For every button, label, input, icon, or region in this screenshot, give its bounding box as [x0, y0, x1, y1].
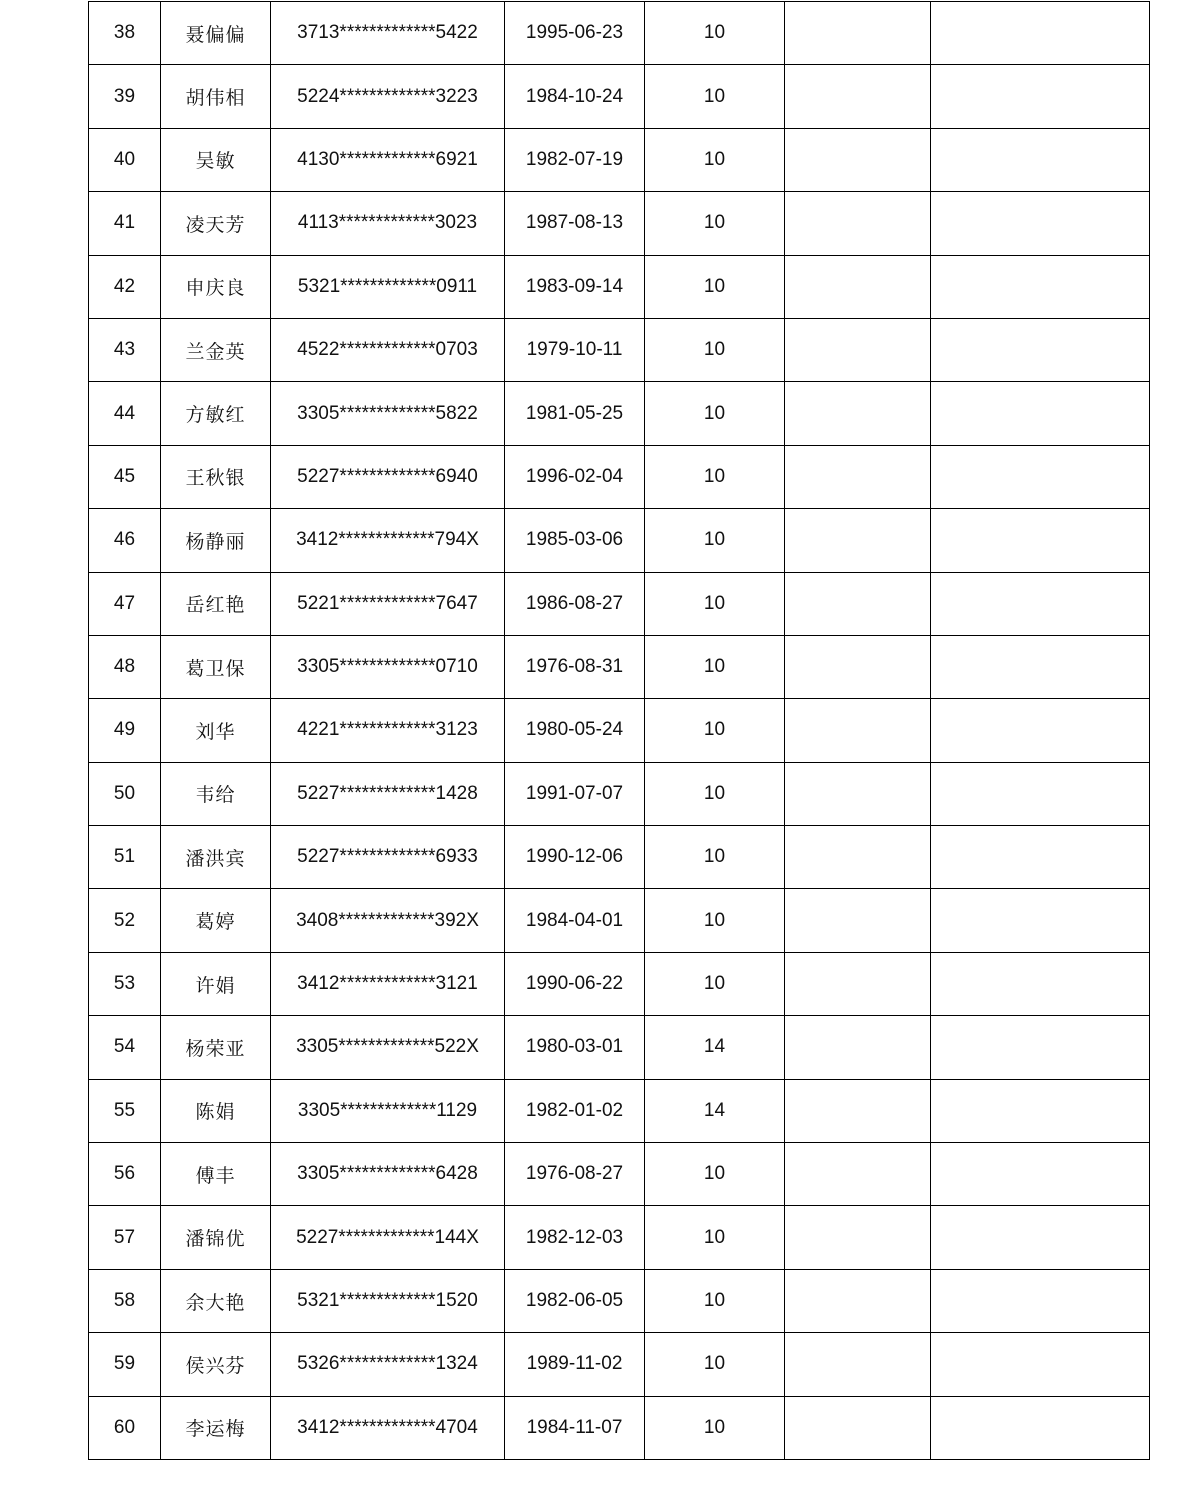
empty-cell-7 [931, 889, 1150, 952]
person-name: 葛婷 [161, 889, 271, 952]
birth-date: 1976-08-27 [505, 1143, 645, 1206]
empty-cell-6 [785, 192, 931, 255]
id-number: 4522*************0703 [271, 318, 505, 381]
empty-cell-6 [785, 762, 931, 825]
birth-date: 1980-03-01 [505, 1016, 645, 1079]
value-cell: 10 [645, 699, 785, 762]
empty-cell-7 [931, 65, 1150, 128]
row-number: 48 [89, 635, 161, 698]
id-number: 3305*************522X [271, 1016, 505, 1079]
person-name: 申庆良 [161, 255, 271, 318]
person-name: 刘华 [161, 699, 271, 762]
birth-date: 1983-09-14 [505, 255, 645, 318]
empty-cell-6 [785, 509, 931, 572]
row-number: 56 [89, 1143, 161, 1206]
empty-cell-6 [785, 952, 931, 1015]
empty-cell-6 [785, 255, 931, 318]
row-number: 39 [89, 65, 161, 128]
row-number: 40 [89, 128, 161, 191]
birth-date: 1980-05-24 [505, 699, 645, 762]
table-row [89, 1396, 1150, 1459]
row-number: 47 [89, 572, 161, 635]
table-row [89, 255, 1150, 318]
birth-date: 1981-05-25 [505, 382, 645, 445]
row-number: 38 [89, 2, 161, 65]
empty-cell-6 [785, 1079, 931, 1142]
row-number: 49 [89, 699, 161, 762]
empty-cell-6 [785, 1396, 931, 1459]
person-name: 潘洪宾 [161, 826, 271, 889]
empty-cell-7 [931, 826, 1150, 889]
roster-body [89, 2, 1150, 1460]
empty-cell-7 [931, 762, 1150, 825]
id-number: 5321*************0911 [271, 255, 505, 318]
birth-date: 1984-04-01 [505, 889, 645, 952]
birth-date: 1984-10-24 [505, 65, 645, 128]
value-cell: 10 [645, 1333, 785, 1396]
empty-cell-7 [931, 952, 1150, 1015]
row-number: 58 [89, 1269, 161, 1332]
row-number: 46 [89, 509, 161, 572]
empty-cell-7 [931, 1206, 1150, 1269]
empty-cell-7 [931, 382, 1150, 445]
empty-cell-7 [931, 2, 1150, 65]
row-number: 54 [89, 1016, 161, 1079]
birth-date: 1990-12-06 [505, 826, 645, 889]
id-number: 3412*************4704 [271, 1396, 505, 1459]
value-cell: 10 [645, 128, 785, 191]
person-name: 陈娟 [161, 1079, 271, 1142]
empty-cell-6 [785, 128, 931, 191]
id-number: 3408*************392X [271, 889, 505, 952]
table-row [89, 1143, 1150, 1206]
empty-cell-7 [931, 699, 1150, 762]
row-number: 45 [89, 445, 161, 508]
table-row [89, 1016, 1150, 1079]
table-row [89, 128, 1150, 191]
id-number: 5224*************3223 [271, 65, 505, 128]
row-number: 60 [89, 1396, 161, 1459]
empty-cell-6 [785, 1143, 931, 1206]
row-number: 59 [89, 1333, 161, 1396]
row-number: 57 [89, 1206, 161, 1269]
empty-cell-7 [931, 1333, 1150, 1396]
empty-cell-6 [785, 1016, 931, 1079]
value-cell: 10 [645, 192, 785, 255]
birth-date: 1984-11-07 [505, 1396, 645, 1459]
id-number: 3412*************794X [271, 509, 505, 572]
roster-table [88, 1, 1150, 1460]
empty-cell-6 [785, 1269, 931, 1332]
birth-date: 1995-06-23 [505, 2, 645, 65]
value-cell: 10 [645, 1206, 785, 1269]
person-name: 聂偏偏 [161, 2, 271, 65]
table-row [89, 382, 1150, 445]
table-row [89, 1333, 1150, 1396]
empty-cell-6 [785, 699, 931, 762]
birth-date: 1979-10-11 [505, 318, 645, 381]
person-name: 杨静丽 [161, 509, 271, 572]
table-row [89, 699, 1150, 762]
value-cell: 10 [645, 762, 785, 825]
birth-date: 1996-02-04 [505, 445, 645, 508]
id-number: 5227*************144X [271, 1206, 505, 1269]
person-name: 潘锦优 [161, 1206, 271, 1269]
empty-cell-7 [931, 128, 1150, 191]
birth-date: 1976-08-31 [505, 635, 645, 698]
row-number: 44 [89, 382, 161, 445]
table-row [89, 952, 1150, 1015]
row-number: 43 [89, 318, 161, 381]
value-cell: 14 [645, 1016, 785, 1079]
table-row [89, 192, 1150, 255]
value-cell: 10 [645, 1396, 785, 1459]
value-cell: 10 [645, 382, 785, 445]
person-name: 许娟 [161, 952, 271, 1015]
empty-cell-7 [931, 255, 1150, 318]
value-cell: 10 [645, 2, 785, 65]
empty-cell-6 [785, 445, 931, 508]
empty-cell-7 [931, 445, 1150, 508]
id-number: 5227*************6940 [271, 445, 505, 508]
id-number: 5227*************1428 [271, 762, 505, 825]
value-cell: 10 [645, 445, 785, 508]
birth-date: 1982-12-03 [505, 1206, 645, 1269]
empty-cell-6 [785, 318, 931, 381]
id-number: 3305*************0710 [271, 635, 505, 698]
empty-cell-7 [931, 635, 1150, 698]
table-row [89, 2, 1150, 65]
person-name: 葛卫保 [161, 635, 271, 698]
id-number: 3713*************5422 [271, 2, 505, 65]
person-name: 胡伟相 [161, 65, 271, 128]
empty-cell-7 [931, 1016, 1150, 1079]
id-number: 3305*************5822 [271, 382, 505, 445]
table-row [89, 445, 1150, 508]
row-number: 53 [89, 952, 161, 1015]
person-name: 王秋银 [161, 445, 271, 508]
empty-cell-6 [785, 1206, 931, 1269]
id-number: 5227*************6933 [271, 826, 505, 889]
empty-cell-6 [785, 572, 931, 635]
value-cell: 10 [645, 318, 785, 381]
person-name: 兰金英 [161, 318, 271, 381]
table-row [89, 1269, 1150, 1332]
value-cell: 10 [645, 1143, 785, 1206]
row-number: 50 [89, 762, 161, 825]
id-number: 4113*************3023 [271, 192, 505, 255]
table-row [89, 509, 1150, 572]
table-row [89, 826, 1150, 889]
id-number: 4221*************3123 [271, 699, 505, 762]
empty-cell-6 [785, 382, 931, 445]
empty-cell-7 [931, 1396, 1150, 1459]
table-row [89, 572, 1150, 635]
table-row [89, 318, 1150, 381]
empty-cell-6 [785, 889, 931, 952]
id-number: 5321*************1520 [271, 1269, 505, 1332]
birth-date: 1986-08-27 [505, 572, 645, 635]
value-cell: 10 [645, 65, 785, 128]
person-name: 傅丰 [161, 1143, 271, 1206]
person-name: 李运梅 [161, 1396, 271, 1459]
person-name: 岳红艳 [161, 572, 271, 635]
person-name: 余大艳 [161, 1269, 271, 1332]
birth-date: 1982-07-19 [505, 128, 645, 191]
table-row [89, 1079, 1150, 1142]
value-cell: 10 [645, 255, 785, 318]
row-number: 41 [89, 192, 161, 255]
table-row [89, 635, 1150, 698]
empty-cell-7 [931, 1143, 1150, 1206]
value-cell: 10 [645, 952, 785, 1015]
empty-cell-6 [785, 2, 931, 65]
empty-cell-7 [931, 192, 1150, 255]
birth-date: 1982-06-05 [505, 1269, 645, 1332]
birth-date: 1991-07-07 [505, 762, 645, 825]
row-number: 42 [89, 255, 161, 318]
value-cell: 14 [645, 1079, 785, 1142]
empty-cell-6 [785, 65, 931, 128]
id-number: 3412*************3121 [271, 952, 505, 1015]
value-cell: 10 [645, 572, 785, 635]
empty-cell-6 [785, 826, 931, 889]
id-number: 4130*************6921 [271, 128, 505, 191]
birth-date: 1987-08-13 [505, 192, 645, 255]
person-name: 吴敏 [161, 128, 271, 191]
birth-date: 1985-03-06 [505, 509, 645, 572]
empty-cell-7 [931, 572, 1150, 635]
table-row [89, 65, 1150, 128]
empty-cell-7 [931, 1269, 1150, 1332]
row-number: 51 [89, 826, 161, 889]
birth-date: 1989-11-02 [505, 1333, 645, 1396]
id-number: 3305*************1129 [271, 1079, 505, 1142]
value-cell: 10 [645, 509, 785, 572]
table-row [89, 889, 1150, 952]
person-name: 凌天芳 [161, 192, 271, 255]
table-row [89, 1206, 1150, 1269]
value-cell: 10 [645, 635, 785, 698]
person-name: 侯兴芬 [161, 1333, 271, 1396]
row-number: 52 [89, 889, 161, 952]
birth-date: 1982-01-02 [505, 1079, 645, 1142]
person-name: 韦给 [161, 762, 271, 825]
value-cell: 10 [645, 1269, 785, 1332]
empty-cell-6 [785, 1333, 931, 1396]
value-cell: 10 [645, 889, 785, 952]
person-name: 方敏红 [161, 382, 271, 445]
empty-cell-7 [931, 509, 1150, 572]
row-number: 55 [89, 1079, 161, 1142]
person-name: 杨荣亚 [161, 1016, 271, 1079]
id-number: 5326*************1324 [271, 1333, 505, 1396]
empty-cell-6 [785, 635, 931, 698]
value-cell: 10 [645, 826, 785, 889]
birth-date: 1990-06-22 [505, 952, 645, 1015]
table-row [89, 762, 1150, 825]
id-number: 5221*************7647 [271, 572, 505, 635]
id-number: 3305*************6428 [271, 1143, 505, 1206]
empty-cell-7 [931, 1079, 1150, 1142]
empty-cell-7 [931, 318, 1150, 381]
